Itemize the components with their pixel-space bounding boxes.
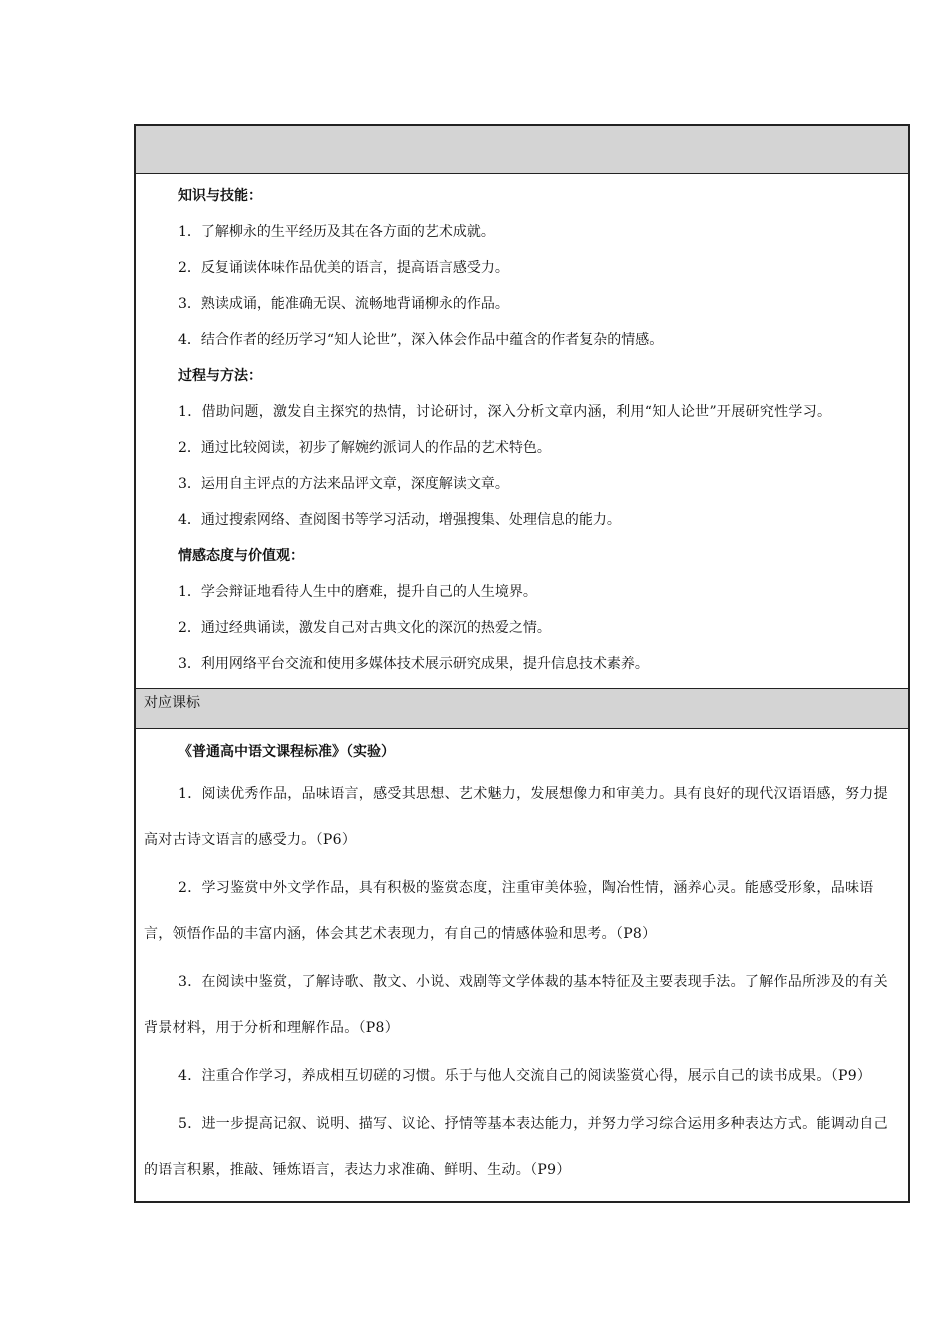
- standards-label: 对应课标: [144, 695, 200, 711]
- standards-section: [136, 729, 908, 1201]
- emotion-item: 2．通过经典诵读，激发自己对古典文化的深沉的热爱之情。: [178, 620, 551, 636]
- standards-item: 3．在阅读中鉴赏，了解诗歌、散文、小说、戏剧等文学体裁的基本特征及主要表现手法。了解作品所涉及的有关背景材料，用于分析和理解作品。（P8）: [144, 974, 888, 1036]
- emotion-item: 1．学会辩证地看待人生中的磨难，提升自己的人生境界。: [178, 584, 537, 600]
- knowledge-item: 2．反复诵读体味作品优美的语言，提高语言感受力。: [178, 260, 509, 276]
- knowledge-item: 3．熟读成诵，能准确无误、流畅地背诵柳永的作品。: [178, 296, 509, 312]
- process-item: 3．运用自主评点的方法来品评文章，深度解读文章。: [178, 476, 509, 492]
- process-heading: 过程与方法：: [178, 368, 262, 384]
- standards-heading: 《普通高中语文课程标准》（实验）: [178, 744, 395, 760]
- process-item: 2．通过比较阅读，初步了解婉约派词人的作品的艺术特色。: [178, 440, 551, 456]
- standards-item: 2．学习鉴赏中外文学作品，具有积极的鉴赏态度，注重审美体验，陶冶性情，涵养心灵。能感受形象，品味语言，领悟作品的丰富内涵，体会其艺术表现力，有自己的情感体验和思考。（P8）: [144, 880, 874, 942]
- table-header-row: [136, 126, 908, 174]
- standards-item: 1．阅读优秀作品，品味语言，感受其思想、艺术魅力，发展想像力和审美力。具有良好的现代汉语语感，努力提高对古诗文语言的感受力。（P6）: [144, 786, 888, 848]
- emotion-heading: 情感态度与价值观：: [178, 548, 304, 564]
- standards-item: 5．进一步提高记叙、说明、描写、议论、抒情等基本表达能力，并努力学习综合运用多种表达方式。能调动自己的语言积累，推敲、锤炼语言，表达力求准确、鲜明、生动。（P9）: [144, 1116, 888, 1178]
- standards-item: 4．注重合作学习，养成相互切磋的习惯。乐于与他人交流自己的阅读鉴赏心得，展示自己的读书成果。（P9）: [178, 1068, 872, 1084]
- standards-label-row: [136, 689, 908, 729]
- objectives-table: [134, 124, 910, 1203]
- knowledge-heading: 知识与技能：: [178, 188, 262, 204]
- process-item: 1．借助问题，激发自主探究的热情，讨论研讨，深入分析文章内涵，利用“知人论世”开展研究性学习。: [178, 404, 832, 420]
- knowledge-item: 4．结合作者的经历学习“知人论世”，深入体会作品中蕴含的作者复杂的情感。: [178, 332, 664, 348]
- process-item: 4．通过搜索网络、查阅图书等学习活动，增强搜集、处理信息的能力。: [178, 512, 621, 528]
- emotion-item: 3．利用网络平台交流和使用多媒体技术展示研究成果，提升信息技术素养。: [178, 656, 649, 672]
- objectives-section: [136, 174, 908, 689]
- knowledge-item: 1．了解柳永的生平经历及其在各方面的艺术成就。: [178, 224, 495, 240]
